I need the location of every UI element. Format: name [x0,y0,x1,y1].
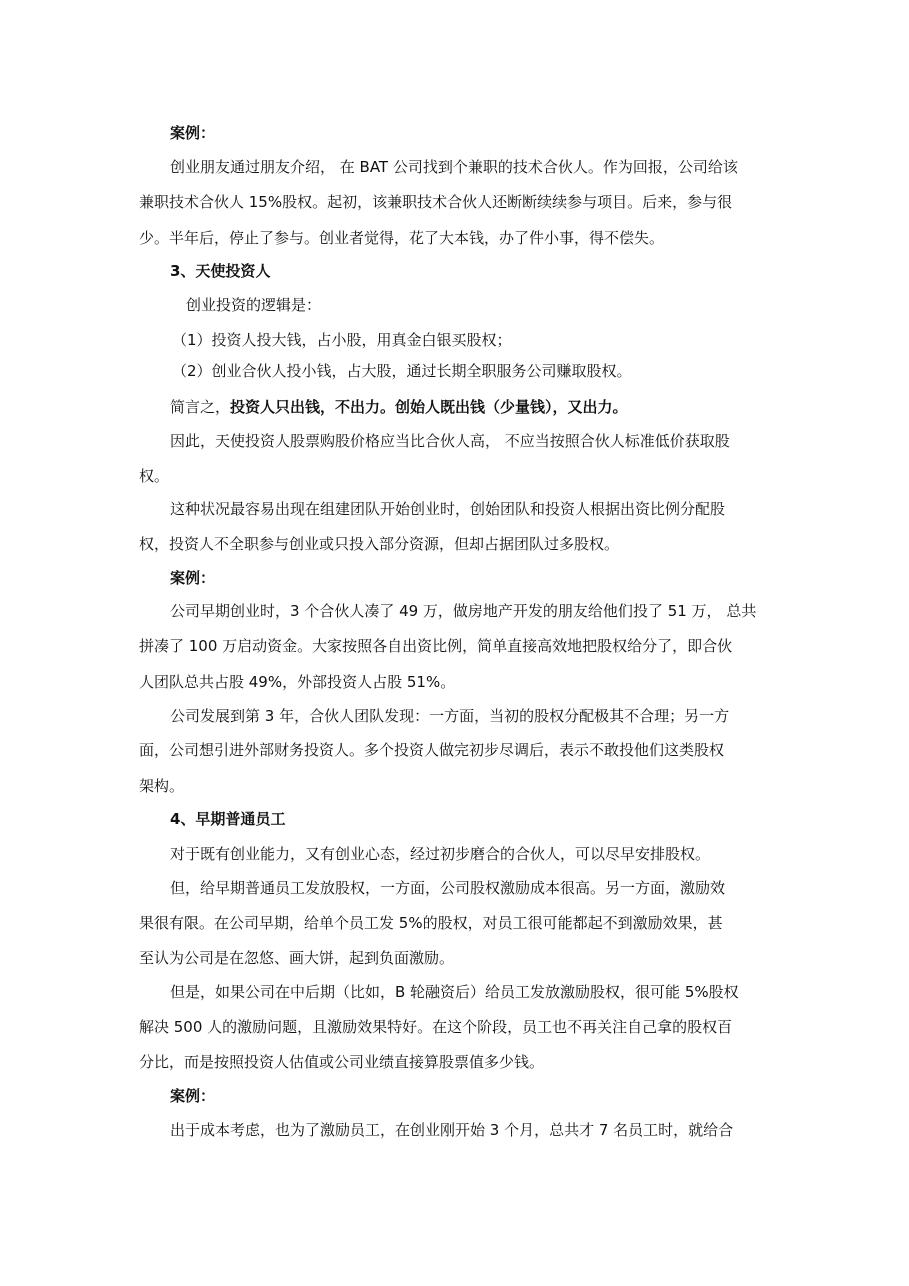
section-heading-3: 3、天使投资人 [170,262,271,280]
paragraph-line: 但，给早期普通员工发放股权，一方面，公司股权激励成本很高。另一方面，激励效 [170,879,726,897]
paragraph-line: 公司发展到第 3 年，合伙人团队发现：一方面，当初的股权分配极其不合理；另一方 [170,707,730,725]
paragraph-line: 权。 [139,467,170,485]
case-heading-2: 案例： [170,569,216,587]
paragraph-line: 果很有限。在公司早期，给单个员工发 5%的股权，对员工很可能都起不到激励效果，甚 [139,914,723,932]
paragraph-line: 面，公司想引进外部财务投资人。多个投资人做完初步尽调后，表示不敢投他们这类股权 [139,741,725,759]
paragraph-line: 但是，如果公司在中后期（比如，B 轮融资后）给员工发放激励股权，很可能 5%股权 [170,983,739,1001]
paragraph-line: 对于既有创业能力，又有创业心态，经过初步磨合的合伙人，可以尽早安排股权。 [170,845,711,863]
paragraph-line: 创业投资的逻辑是： [186,296,322,314]
paragraph-line: 少。半年后，停止了参与。创业者觉得，花了大本钱，办了件小事，得不偿失。 [139,229,665,247]
paragraph-line: 这种状况最容易出现在组建团队开始创业时，创始团队和投资人根据出资比例分配股 [170,500,726,518]
paragraph-line: 权，投资人不全职参与创业或只投入部分资源，但却占据团队过多股权。 [139,535,620,553]
list-item-1: （1）投资人投大钱，占小股，用真金白银买股权； [172,331,512,349]
paragraph-line: 兼职技术合伙人 15%股权。起初，该兼职技术合伙人还断断续续参与项目。后来，参与很 [139,193,733,211]
paragraph-line: 拼凑了 100 万启动资金。大家按照各自出资比例，简单直接高效地把股权给分了，即合伙 [139,637,733,655]
paragraph-line: 架构。 [139,777,185,795]
paragraph-line: 因此，天使投资人股票购股价格应当比合伙人高， 不应当按照合伙人标准低价获取股 [170,432,730,450]
paragraph-line: 公司早期创业时，3 个合伙人凑了 49 万，做房地产开发的朋友给他们投了 51 万， 总共 [170,602,757,620]
list-item-2: （2）创业合伙人投小钱，占大股，通过长期全职服务公司赚取股权。 [172,362,632,380]
summary-bold: 投资人只出钱，不出力。创始人既出钱（少量钱），又出力。 [230,398,628,416]
case-heading-1: 案例： [170,124,216,142]
paragraph-line: 出于成本考虑，也为了激励员工，在创业刚开始 3 个月，总共才 7 名员工时，就给合 [170,1121,734,1139]
paragraph-line: 创业朋友通过朋友介绍， 在 BAT 公司找到个兼职的技术合伙人。作为回报，公司给该 [170,158,738,176]
summary-line [170,397,628,417]
paragraph-line: 人团队总共占股 49%，外部投资人占股 51%。 [139,673,456,691]
paragraph-line: 分比，而是按照投资人估值或公司业绩直接算股票值多少钱。 [139,1053,545,1071]
case-heading-3: 案例： [170,1087,216,1105]
paragraph-line: 至认为公司是在忽悠、画大饼，起到负面激励。 [139,949,455,967]
summary-prefix: 简言之， [170,398,231,416]
paragraph-line: 解决 500 人的激励问题，且激励效果特好。在这个阶段，员工也不再关注自己拿的股权百 [139,1018,733,1036]
section-heading-4: 4、早期普通员工 [170,810,286,828]
